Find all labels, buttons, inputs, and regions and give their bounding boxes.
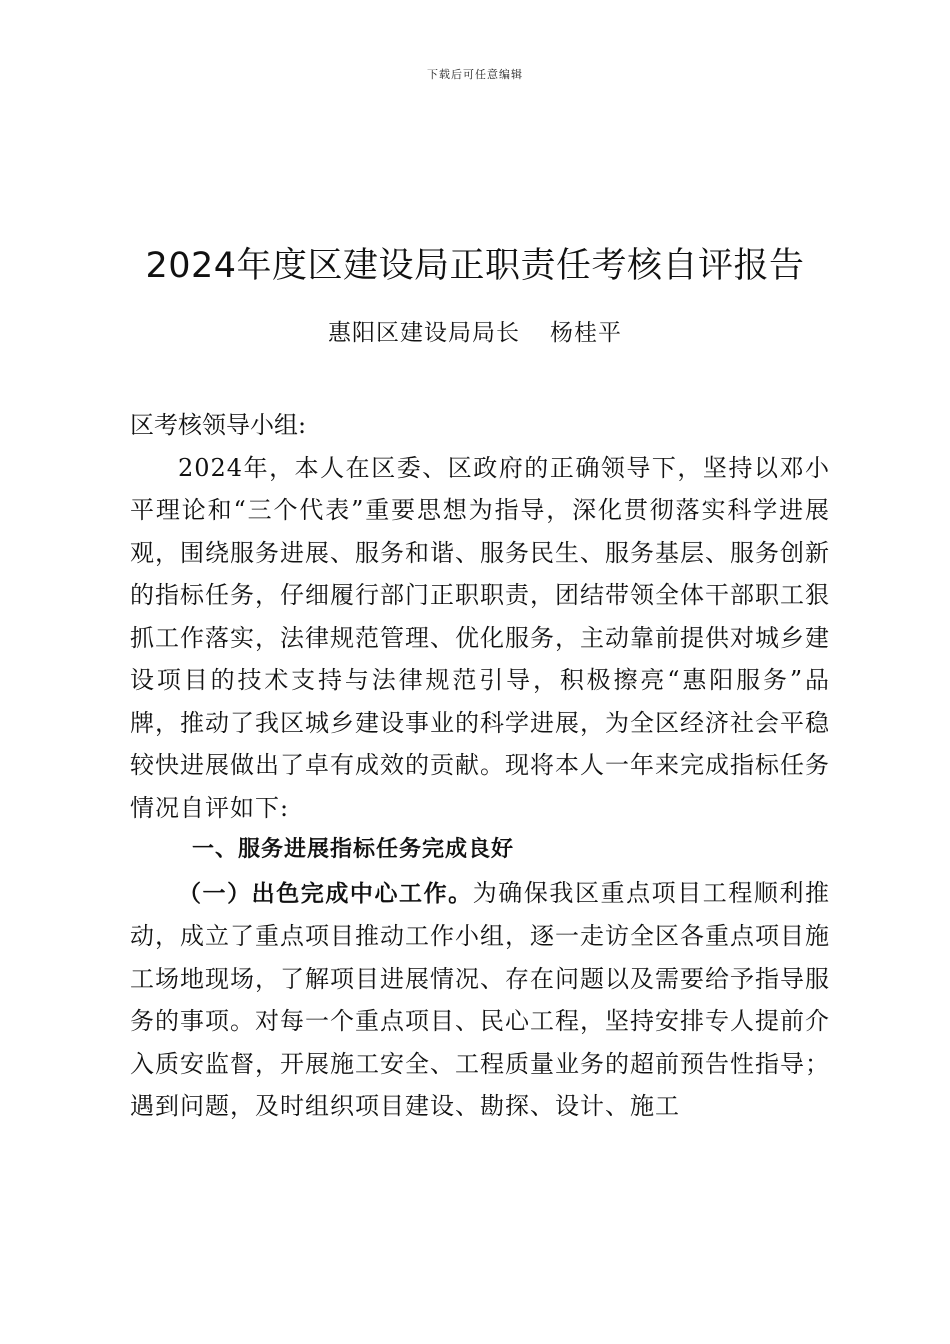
page-title: 2024年度区建设局正职责任考核自评报告 xyxy=(145,246,805,286)
salutation: 区考核领导小组: xyxy=(130,411,307,439)
subsection-paragraph xyxy=(130,872,830,1128)
author-line xyxy=(0,314,950,347)
author-position: 惠阳区建设局局长 xyxy=(328,320,520,346)
subsection-heading: （一）出色完成中心工作。 xyxy=(178,880,473,907)
header-note: 下载后可任意编辑 xyxy=(427,68,523,81)
author-name: 杨桂平 xyxy=(550,320,622,346)
report-body xyxy=(130,404,830,1128)
section-heading: 一、服务进展指标任务完成良好 xyxy=(192,837,515,862)
intro-paragraph: 2024年，本人在区委、区政府的正确领导下，坚持以邓小平理论和“三个代表”重要思想为指导，深化贯彻落实科学进展观，围绕服务进展、服务和谐、服务民生、服务基层、服务创新的指标任务，仔细履行部门正职职责，团结带领全体干部职工狠抓工作落实，法律规范管理、优化服务，主动靠前提供对城乡建设项目的技术支持与法律规范引导，积极擦亮“惠阳服务”品牌，推动了我区城乡建设事业的科学进展，为全区经济社会平稳较快进展做出了卓有成效的贡献。现将本人一年来完成指标任务情况自评如下: xyxy=(130,453,830,822)
subsection-text: 为确保我区重点项目工程顺利推动，成立了重点项目推动工作小组，逐一走访全区各重点项目施工场地现场，了解项目进展情况、存在问题以及需要给予指导服务的事项。对每一个重点项目、民心工程，坚持安排专人提前介入质安监督，开展施工安全、工程质量业务的超前预告性指导；遇到问题，及时组织项目建设、勘探、设计、施工 xyxy=(130,878,831,1120)
